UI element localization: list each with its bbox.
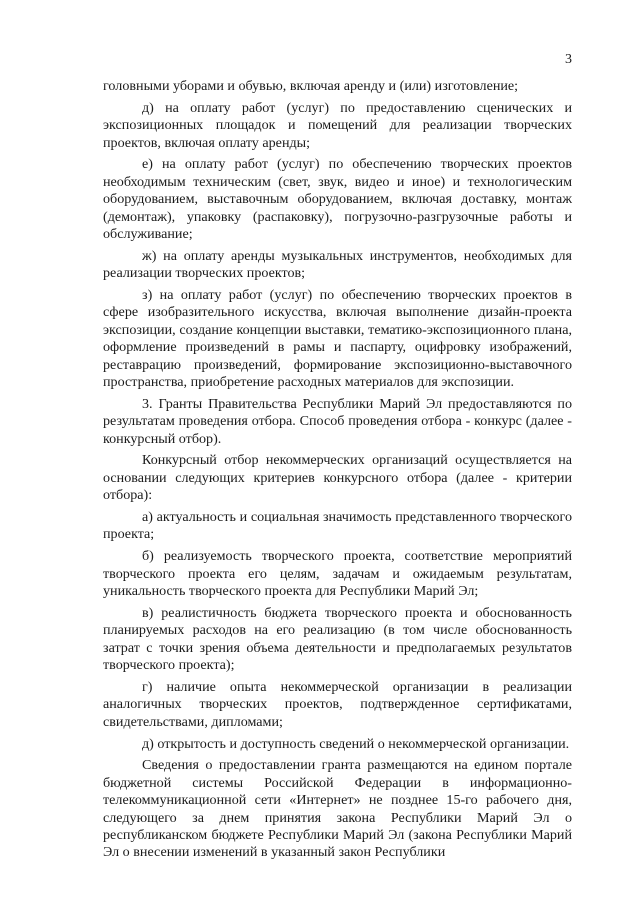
paragraph: д) на оплату работ (услуг) по предоставлению сценических и экспозиционных площадок и помещений для реализации творческих проектов, включая оплату аренды; [103, 99, 572, 151]
paragraph: 3. Гранты Правительства Республики Марий Эл предоставляются по результатам проведения отбора. Способ проведения отбора - конкурс (далее - конкурсный отбор). [103, 395, 572, 447]
paragraph: е) на оплату работ (услуг) по обеспечению творческих проектов необходимым техническим (свет, звук, видео и иное) и технологическим оборудованием, выставочным оборудованием, включая доставку, монтаж (демонтаж), упаковку (распаковку), погрузочно-разгрузочные работы и обслуживание; [103, 156, 572, 243]
paragraph: ж) на оплату аренды музыкальных инструментов, необходимых для реализации творческих проектов; [103, 247, 572, 282]
paragraph: г) наличие опыта некоммерческой организации в реализации аналогичных творческих проектов, подтвержденное сертификатами, свидетельствами, дипломами; [103, 678, 572, 730]
paragraph: б) реализуемость творческого проекта, соответствие мероприятий творческого проекта его целям, задачам и ожидаемым результатам, уникальность творческого проекта для Республики Марий Эл; [103, 548, 572, 600]
paragraph: в) реалистичность бюджета творческого проекта и обоснованность планируемых расходов на его реализацию (в том числе обоснованность затрат с точки зрения объема деятельности и предполагаемых результатов творческого проекта); [103, 604, 572, 674]
page-number: 3 [565, 52, 572, 67]
paragraph: з) на оплату работ (услуг) по обеспечению творческих проектов в сфере изобразительного искусства, включая выполнение дизайн-проекта экспозиции, создание концепции выставки, тематико-экспозиционного плана, оформление произведений в рамы и паспарту, оцифровку изображений, реставрацию произведений, формирование экспозиционно-выставочного пространства, приобретение расходных материалов для экспозиции. [103, 287, 572, 391]
paragraph: головными уборами и обувью, включая аренду и (или) изготовление; [103, 78, 519, 94]
paragraph: а) актуальность и социальная значимость представленного творческого проекта; [103, 509, 572, 543]
paragraph: д) открытость и доступность сведений о некоммерческой организации. [142, 735, 570, 752]
paragraph: Конкурсный отбор некоммерческих организаций осуществляется на основании следующих критериев конкурсного отбора (далее - критерии отбора): [103, 452, 572, 504]
paragraph: Сведения о предоставлении гранта размещаются на едином портале бюджетной системы Российской Федерации в информационно-телекоммуникационной сети «Интернет» не позднее 15-го рабочего дня, следующего за днем принятия закона Республики Марий Эл о республиканском бюджете Республики Марий Эл (закона Республики Марий Эл о внесении изменений в указанный закон Республики [103, 757, 572, 861]
document-body [103, 78, 572, 866]
